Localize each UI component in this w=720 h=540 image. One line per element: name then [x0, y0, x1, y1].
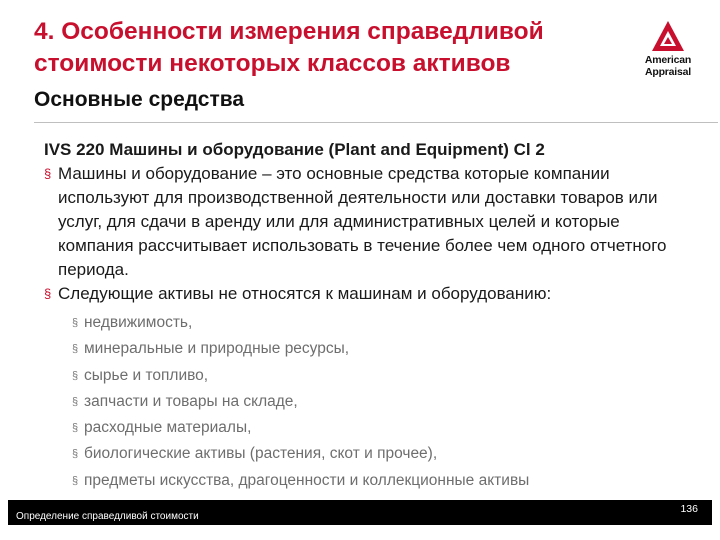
list-item [44, 310, 684, 336]
subbullet-marker: § [72, 448, 79, 461]
company-logo [636, 20, 700, 92]
footer-label: Определение справедливой стоимости [16, 511, 199, 522]
page-number: 136 [680, 503, 698, 515]
bullet-marker: § [44, 166, 52, 181]
bullet-exclusions [44, 282, 684, 306]
subbullet-marker: § [72, 395, 79, 408]
bullet-definition [44, 162, 684, 282]
standard-heading: IVS 220 Машины и оборудование (Plant and Equipment) Cl 2 [44, 140, 545, 159]
title-line-1: 4. Особенности измерения справедливой [34, 18, 544, 45]
subbullet-marker: § [72, 474, 79, 487]
subbullet-marker: § [72, 317, 79, 329]
bullet-marker: § [44, 286, 52, 301]
list-item-text: запчасти и товары на складе, [84, 392, 298, 410]
logo-line-1: American [644, 54, 692, 66]
list-item [44, 336, 684, 362]
section-subtitle: Основные средства [34, 88, 245, 111]
exclusion-list [44, 310, 684, 494]
slide-content [44, 138, 684, 494]
bullet-text: Следующие активы не относятся к машинам и оборудованию: [58, 284, 552, 303]
subbullet-marker: § [72, 422, 79, 435]
list-item-text: расходные материалы, [84, 419, 252, 437]
header-divider [34, 122, 718, 123]
list-item-text: минеральные и природные ресурсы, [84, 340, 350, 358]
list-item-text: предметы искусства, драгоценности и коллекционные активы [84, 471, 530, 489]
list-item [44, 415, 684, 441]
title-line-2: стоимости некоторых классов активов [34, 50, 511, 77]
logo-line-2: Appraisal [644, 66, 692, 78]
bullet-text: Машины и оборудование – это основные средства которые компании используют для производственной деятельности или доставки товаров или услуг, для сдачи в аренду или для административных целей и которые компания рассчитывает использовать в течение более чем одного отчетного периода. [58, 164, 667, 279]
list-item-text: недвижимость, [84, 314, 193, 331]
subbullet-marker: § [72, 343, 79, 356]
list-item [44, 389, 684, 415]
footer-bar [8, 500, 712, 525]
list-item [44, 468, 684, 494]
list-item [44, 363, 684, 389]
page-title [34, 16, 624, 80]
logo-text [636, 54, 700, 78]
list-item [44, 441, 684, 467]
list-item-text: сырье и топливо, [84, 366, 209, 384]
triangle-logo-icon [651, 20, 685, 52]
subbullet-marker: § [72, 369, 79, 382]
list-item-text: биологические активы (растения, скот и прочее), [84, 445, 438, 463]
